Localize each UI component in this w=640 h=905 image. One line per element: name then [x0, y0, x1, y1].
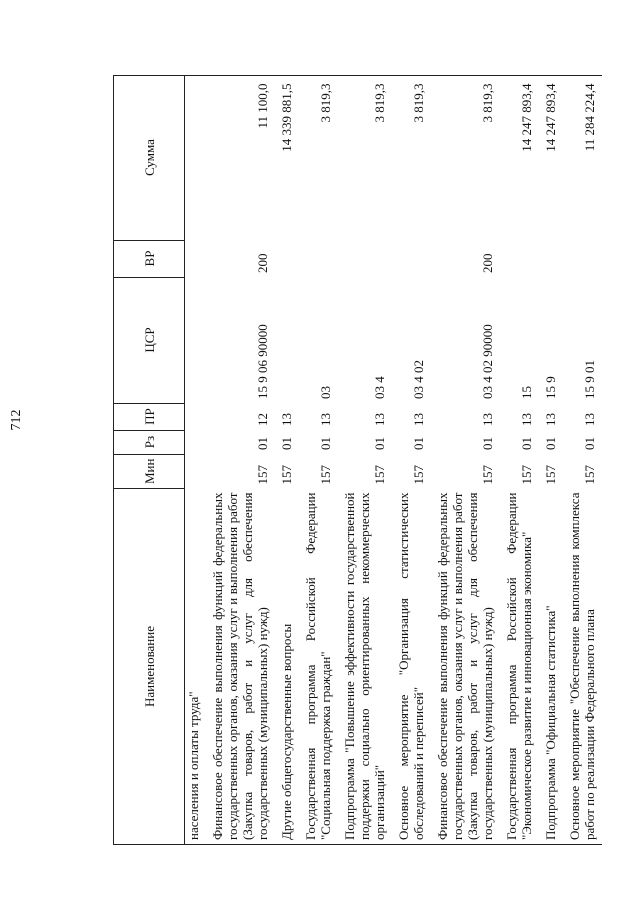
row-sum: 3 819,3	[338, 75, 392, 240]
header-rz: Рз	[114, 430, 185, 454]
row-csr	[275, 277, 299, 403]
row-sum: 3 819,3	[392, 75, 431, 240]
row-csr: 15 9 01	[582, 360, 597, 400]
row-min: 157	[519, 465, 534, 485]
header-csr: ЦСР	[114, 277, 185, 403]
row-pr: 13	[582, 413, 597, 427]
table-row	[431, 75, 500, 844]
row-name: Основное мероприятие "Обеспечение выполнения комплекса работ по реализации Федерального плана	[563, 489, 602, 845]
page-number: 712	[9, 409, 24, 431]
row-pr: 13	[480, 413, 495, 427]
row-csr	[185, 277, 207, 403]
row-sum: 3 819,3	[431, 75, 500, 240]
row-rz: 01	[543, 437, 558, 451]
row-vr: 200	[480, 253, 495, 274]
row-csr: 03	[318, 386, 333, 400]
row-name: Другие общегосударственные вопросы	[275, 489, 299, 845]
row-vr	[275, 240, 299, 277]
table-row	[338, 75, 392, 844]
row-name: Подпрограмма "Повышение эффективности государственной поддержки социально ориентированных некоммерческих организаций"	[338, 489, 392, 845]
header-pr: ПР	[114, 403, 185, 430]
header-sum: Сумма	[114, 75, 185, 240]
table-row	[299, 75, 338, 844]
row-rz: 01	[582, 437, 597, 451]
row-min: 157	[372, 465, 387, 485]
row-pr: 13	[543, 413, 558, 427]
row-rz: 01	[480, 437, 495, 451]
row-name: Подпрограмма "Официальная статистика"	[539, 489, 563, 845]
row-name: Государственная программа Российской Федерации "Экономическое развитие и инновационная экономика"	[500, 489, 539, 845]
row-sum: 11 284 224,4	[563, 75, 602, 240]
row-pr: 13	[411, 413, 426, 427]
header-vr: ВР	[114, 240, 185, 277]
row-min: 157	[318, 465, 333, 485]
budget-table	[113, 75, 602, 845]
row-min	[185, 454, 207, 488]
row-pr: 13	[279, 413, 294, 427]
row-min: 157	[411, 465, 426, 485]
row-min: 157	[543, 465, 558, 485]
row-pr: 13	[318, 413, 333, 427]
row-vr	[299, 240, 338, 277]
row-rz: 01	[279, 437, 294, 451]
row-csr: 15 9	[543, 376, 558, 400]
row-pr	[185, 403, 207, 430]
row-csr: 03 4 02	[411, 360, 426, 400]
row-sum: 14 339 881,5	[275, 75, 299, 240]
row-sum: 3 819,3	[299, 75, 338, 240]
row-min: 157	[255, 465, 270, 485]
row-pr: 13	[519, 413, 534, 427]
row-vr	[185, 240, 207, 277]
row-rz: 01	[519, 437, 534, 451]
row-rz: 01	[372, 437, 387, 451]
table-row	[185, 75, 207, 844]
row-vr	[392, 240, 431, 277]
row-csr: 15	[519, 386, 534, 400]
row-sum: 11 100,0	[206, 75, 275, 240]
header-name: Наименование	[114, 489, 185, 845]
row-rz: 01	[411, 437, 426, 451]
row-sum	[185, 75, 207, 240]
row-pr: 12	[255, 413, 270, 427]
row-name: Финансовое обеспечение выполнения функций федеральных государственных органов, оказания услуг и выполнения работ (Закупка товаров, работ и услуг для обеспечения государственных (муниципальных) нужд)	[206, 489, 275, 845]
row-name: Финансовое обеспечение выполнения функций федеральных государственных органов, оказания услуг и выполнения работ (Закупка товаров, работ и услуг для обеспечения государственных (муниципальных) нужд)	[431, 489, 500, 845]
table-row	[392, 75, 431, 844]
row-sum: 14 247 893,4	[539, 75, 563, 240]
table-header-row	[114, 75, 185, 844]
row-vr	[500, 240, 539, 277]
header-min: Мин	[114, 454, 185, 488]
row-name: населения и оплаты труда"	[185, 489, 207, 845]
row-vr	[338, 240, 392, 277]
row-vr	[539, 240, 563, 277]
table-row	[539, 75, 563, 844]
row-csr: 03 4 02 90000	[480, 324, 495, 400]
row-min: 157	[279, 465, 294, 485]
row-min: 157	[582, 465, 597, 485]
row-name: Государственная программа Российской Федерации "Социальная поддержка граждан"	[299, 489, 338, 845]
row-rz	[185, 430, 207, 454]
row-vr	[563, 240, 602, 277]
row-min: 157	[480, 465, 495, 485]
row-pr: 13	[372, 413, 387, 427]
row-csr: 15 9 06 90000	[255, 324, 270, 400]
table-row	[275, 75, 299, 844]
table-row	[500, 75, 539, 844]
row-csr: 03 4	[372, 376, 387, 400]
table-row	[206, 75, 275, 844]
row-rz: 01	[255, 437, 270, 451]
table-row	[563, 75, 602, 844]
row-vr: 200	[255, 253, 270, 274]
row-name: Основное мероприятие "Организация статистических обследований и переписей"	[392, 489, 431, 845]
row-rz: 01	[318, 437, 333, 451]
row-sum: 14 247 893,4	[500, 75, 539, 240]
